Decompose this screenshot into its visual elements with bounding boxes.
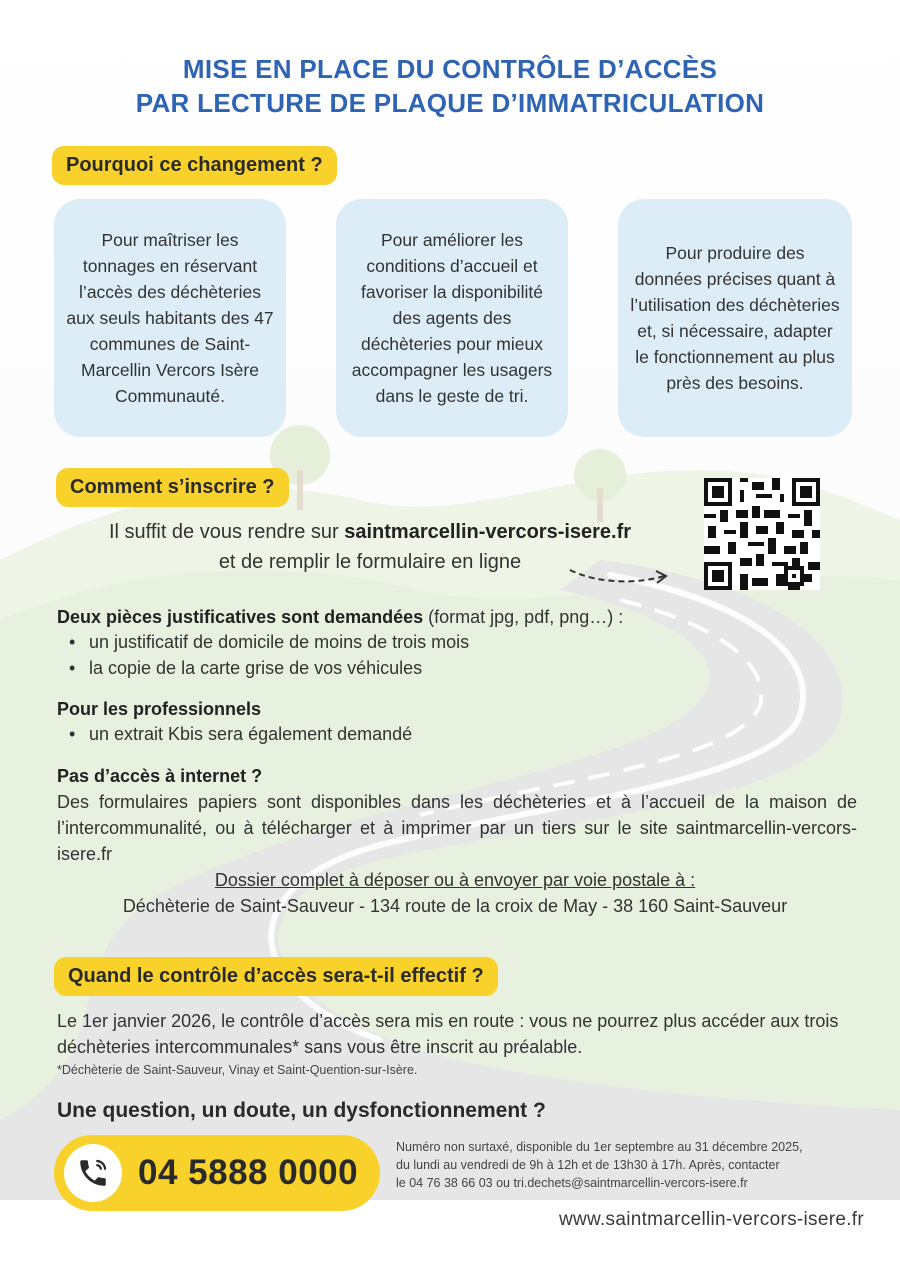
phone-info (396, 1138, 876, 1192)
dossier-label: Dossier complet à déposer ou à envoyer par voie postale à : (214, 870, 696, 890)
professionals-list (57, 721, 857, 747)
phone-icon (64, 1144, 122, 1202)
title-line-1: MISE EN PLACE DU CONTRÔLE D’ACCÈS (182, 54, 718, 84)
reason-card-3: Pour produire des données précises quant à l’utilisation des déchèteries et, si nécessaire, adapter le fonctionnement au plus près des besoins. (618, 199, 852, 437)
documents-heading-bold: Deux pièces justificatives sont demandées (57, 607, 424, 627)
website-link[interactable]: www.saintmarcellin-vercors-isere.fr (558, 1209, 864, 1230)
signup-website-link[interactable]: saintmarcellin-vercors-isere.fr (344, 521, 632, 543)
phone-info-line-1: Numéro non surtaxé, disponible du 1er septembre au 31 décembre 2025, (396, 1140, 803, 1154)
no-internet-heading: Pas d’accès à internet ? (57, 766, 263, 786)
title-line-2: PAR LECTURE DE PLAQUE D’IMMATRICULATION (135, 88, 765, 118)
page-title (0, 52, 900, 120)
qr-code-icon[interactable] (704, 478, 820, 590)
dashed-arrow-icon (568, 562, 672, 592)
documents-list (57, 629, 857, 681)
list-item: • un extrait Kbis sera également demandé (57, 721, 857, 747)
section-heading-when: Quand le contrôle d’accès sera-t-il effectif ? (54, 957, 498, 996)
footnote: *Déchèterie de Saint-Sauveur, Vinay et Saint-Quention-sur-Isère. (57, 1063, 418, 1077)
section-heading-why: Pourquoi ce changement ? (52, 146, 337, 185)
documents-heading (57, 604, 857, 630)
dossier-address: Déchèterie de Saint-Sauveur - 134 route de la croix de May - 38 160 Saint-Sauveur (122, 896, 788, 916)
phone-box[interactable] (54, 1135, 380, 1211)
professionals-heading: Pour les professionnels (57, 699, 262, 719)
reason-card-1: Pour maîtriser les tonnages en réservant l’accès des déchèteries aux seuls habitants des 47 communes de Saint-Marcellin Vercors Isère Communauté. (54, 199, 286, 437)
signup-line-2: et de remplir le formulaire en ligne (218, 551, 522, 573)
signup-line-1 (0, 518, 740, 546)
list-item: • la copie de la carte grise de vos véhicules (57, 655, 857, 681)
list-item: • un justificatif de domicile de moins de trois mois (57, 629, 857, 655)
section-heading-how: Comment s’inscrire ? (56, 468, 289, 507)
documents-formats: (format jpg, pdf, png…) : (423, 607, 624, 627)
phone-number[interactable]: 04 5888 0000 (138, 1153, 359, 1192)
signup-line-1-prefix: Il suffit de vous rendre sur (108, 521, 345, 543)
phone-info-line-3[interactable]: le 04 76 38 66 03 ou tri.dechets@saintmarcellin-vercors-isere.fr (396, 1176, 748, 1190)
contact-heading: Une question, un doute, un dysfonctionnement ? (57, 1099, 546, 1122)
no-internet-text: Des formulaires papiers sont disponibles dans les déchèteries et à l’accueil de la maison de l’intercommunalité, ou à télécharger et à imprimer par un tiers sur le site saintmarcellin-vercors-isere.fr (57, 792, 857, 864)
phone-info-line-2: du lundi au vendredi de 9h à 12h et de 13h30 à 17h. Après, contacter (396, 1158, 780, 1172)
reason-card-2: Pour améliorer les conditions d’accueil et favoriser la disponibilité des agents des déchèteries pour mieux accompagner les usagers dans le geste de tri. (336, 199, 568, 437)
effective-date-text: Le 1er janvier 2026, le contrôle d’accès sera mis en route : vous ne pourrez plus accéder aux trois déchèteries intercommunales* sans vous être inscrit au préalable. (57, 1011, 839, 1057)
